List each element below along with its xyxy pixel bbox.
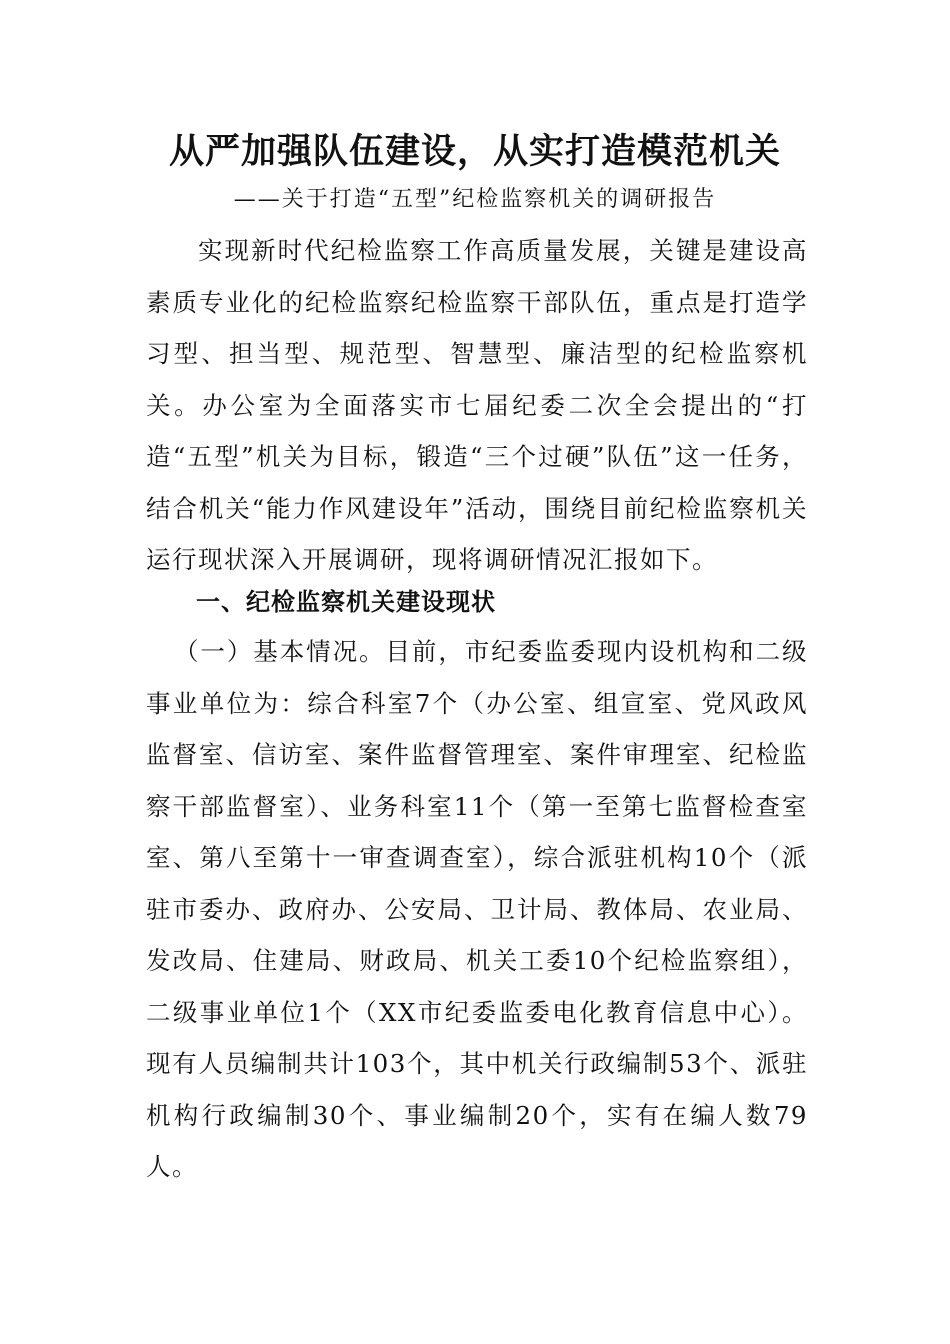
section-paragraph: （一）基本情况。目前，市纪委监委现内设机构和二级事业单位为：综合科室7个（办公室、组宣室、党风政风监督室、信访室、案件监督管理室、案件审理室、纪检监察干部监督室）、业务科室11个（第一至第七监督检查室室、第八至第十一审查调查室），综合派驻机构10个（派驻市委办、政府办、公安局、卫计局、教体局、农业局、发改局、住建局、财政局、机关工委10个纪检监察组），二级事业单位1个（XX市纪委监委电化教育信息中心）。现有人员编制共计103个，其中机关行政编制53个、派驻机构行政编制30个、事业编制20个，实有在编人数79人。: [146, 637, 808, 1181]
document-subtitle: ——关于打造“五型”纪检监察机关的调研报告: [233, 187, 717, 212]
section-heading: 一、纪检监察机关建设现状: [196, 588, 496, 616]
document-title: 从严加强队伍建设，从实打造模范机关: [168, 132, 781, 172]
intro-paragraph: 实现新时代纪检监察工作高质量发展，关键是建设高素质专业化的纪检监察纪检监察干部队伍，重点是打造学习型、担当型、规范型、智慧型、廉洁型的纪检监察机关。办公室为全面落实市七届纪委二次全会提出的“打造“五型”机关为目标，锻造“三个过硬”队伍”这一任务，结合机关“能力作风建设年”活动，围绕目前纪检监察机关运行现状深入开展调研，现将调研情况汇报如下。: [146, 236, 808, 574]
